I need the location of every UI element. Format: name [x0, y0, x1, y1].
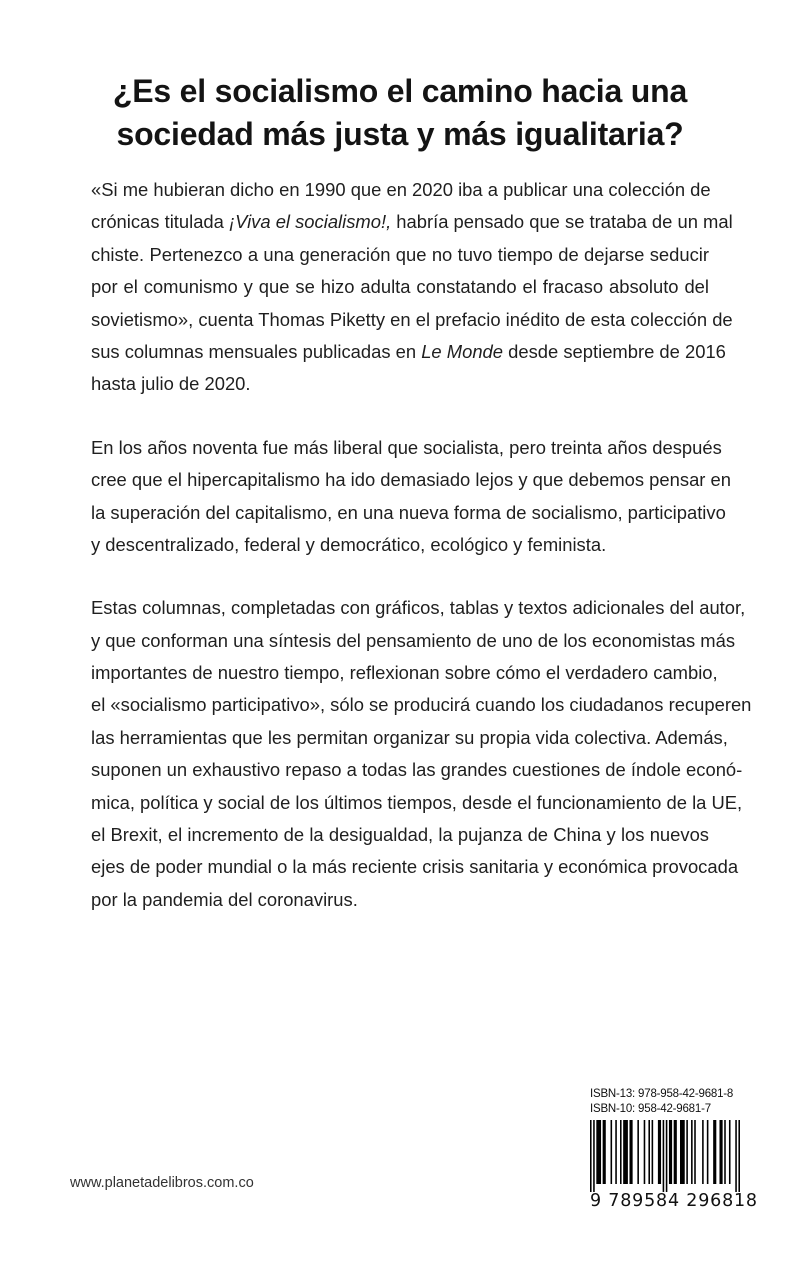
headline-line: sociedad más justa y más igualitaria?: [116, 116, 684, 152]
barcode-bar: [686, 1120, 688, 1184]
text-fragment: desde septiembre de 2016: [503, 340, 726, 362]
newspaper-title-italic: Le Monde: [421, 340, 504, 362]
barcode-bar: [663, 1120, 665, 1192]
barcode-bar: [644, 1120, 646, 1184]
barcode-bar: [652, 1120, 654, 1184]
text-line: por la pandemia del coronavirus.: [91, 888, 358, 910]
barcode-digits: 9 789584 296818: [590, 1191, 758, 1211]
barcode-bar: [623, 1120, 628, 1184]
text-line: [91, 206, 733, 238]
text-fragment: habría pensado que se trataba de un mal: [391, 211, 733, 233]
barcode-bar: [658, 1120, 661, 1184]
barcode-bar: [735, 1120, 737, 1192]
publisher-website: www.planetadelibros.com.co: [70, 1175, 254, 1191]
text-line: hasta julio de 2020.: [91, 373, 251, 395]
synopsis-body: [91, 174, 752, 947]
text-line: ejes de poder mundial o la más reciente crisis sanitaria y económica provocada: [91, 856, 739, 878]
text-line: mica, política y social de los últimos tiempos, desde el funcionamiento de la UE,: [91, 791, 743, 813]
text-line: Estas columnas, completadas con gráficos, tablas y textos adicionales del autor,: [91, 597, 746, 619]
isbn-10: ISBN-10: 958-42-9681-7: [590, 1103, 711, 1115]
barcode-bar: [674, 1120, 677, 1184]
barcode-bar: [738, 1120, 740, 1192]
barcode-bar: [603, 1120, 606, 1184]
text-line: importantes de nuestro tiempo, reflexionan sobre cómo el verdadero cambio,: [91, 662, 718, 684]
isbn-13: ISBN-13: 978-958-42-9681-8: [590, 1088, 734, 1100]
text-line: [91, 336, 726, 368]
synopsis-paragraph-1: [91, 174, 733, 401]
text-line: las herramientas que les permitan organizar su propia vida colectiva. Además,: [91, 726, 728, 748]
barcode-bar: [596, 1120, 601, 1184]
barcode-bar: [666, 1120, 668, 1192]
text-line: y que conforman una síntesis del pensamiento de uno de los economistas más: [91, 629, 736, 651]
back-cover-headline: [40, 70, 760, 156]
barcode-bar: [694, 1120, 696, 1184]
barcode-bar: [680, 1120, 685, 1184]
text-line: el «socialismo participativo», sólo se producirá cuando los ciudadanos recuperen: [91, 694, 752, 716]
text-line: sovietismo», cuenta Thomas Piketty en el prefacio inédito de esta colección de: [91, 308, 733, 330]
text-line: el Brexit, el incremento de la desigualdad, la pujanza de China y los nuevos: [91, 824, 709, 846]
book-title-italic: ¡Viva el socialismo!,: [229, 211, 392, 233]
barcode-bar: [637, 1120, 639, 1184]
synopsis-paragraph-2: [91, 432, 731, 562]
barcode-bar: [620, 1120, 622, 1184]
barcode-bar: [648, 1120, 650, 1184]
text-line: y descentralizado, federal y democrático, ecológico y feminista.: [91, 533, 607, 555]
barcode-bar: [691, 1120, 693, 1184]
barcode-bar: [593, 1120, 595, 1192]
text-line: chiste. Pertenezco a una generación que no tuvo tiempo de dejarse seducir: [91, 243, 709, 265]
barcode-bar: [729, 1120, 731, 1184]
text-line: cree que el hipercapitalismo ha ido demasiado lejos y que debemos pensar en: [91, 469, 731, 491]
text-line: suponen un exhaustivo repaso a todas las grandes cuestiones de índole econó-: [91, 759, 743, 781]
barcode-bar: [724, 1120, 726, 1184]
barcode-bar: [611, 1120, 613, 1184]
synopsis-paragraph-3: [91, 592, 752, 916]
barcode-bar: [629, 1120, 632, 1184]
barcode-bar: [590, 1120, 592, 1192]
barcode-icon: [590, 1120, 740, 1192]
isbn-barcode-block: [590, 1087, 758, 1211]
barcode-bar: [707, 1120, 709, 1184]
text-line: la superación del capitalismo, en una nueva forma de socialismo, participativo: [91, 501, 726, 523]
text-line: «Si me hubieran dicho en 1990 que en 2020 iba a publicar una colección de: [91, 179, 711, 200]
text-line: En los años noventa fue más liberal que socialista, pero treinta años después: [91, 436, 722, 458]
headline-line: ¿Es el socialismo el camino hacia una: [112, 73, 688, 109]
barcode-bar: [713, 1120, 716, 1184]
text-line: por el comunismo y que se hizo adulta constatando el fracaso absoluto del: [91, 276, 709, 298]
barcode-bar: [669, 1120, 672, 1184]
barcode-bar: [702, 1120, 704, 1184]
text-fragment: crónicas titulada: [91, 211, 230, 233]
text-fragment: sus columnas mensuales publicadas en: [91, 340, 422, 362]
barcode-bar: [719, 1120, 722, 1184]
barcode-bar: [615, 1120, 617, 1184]
